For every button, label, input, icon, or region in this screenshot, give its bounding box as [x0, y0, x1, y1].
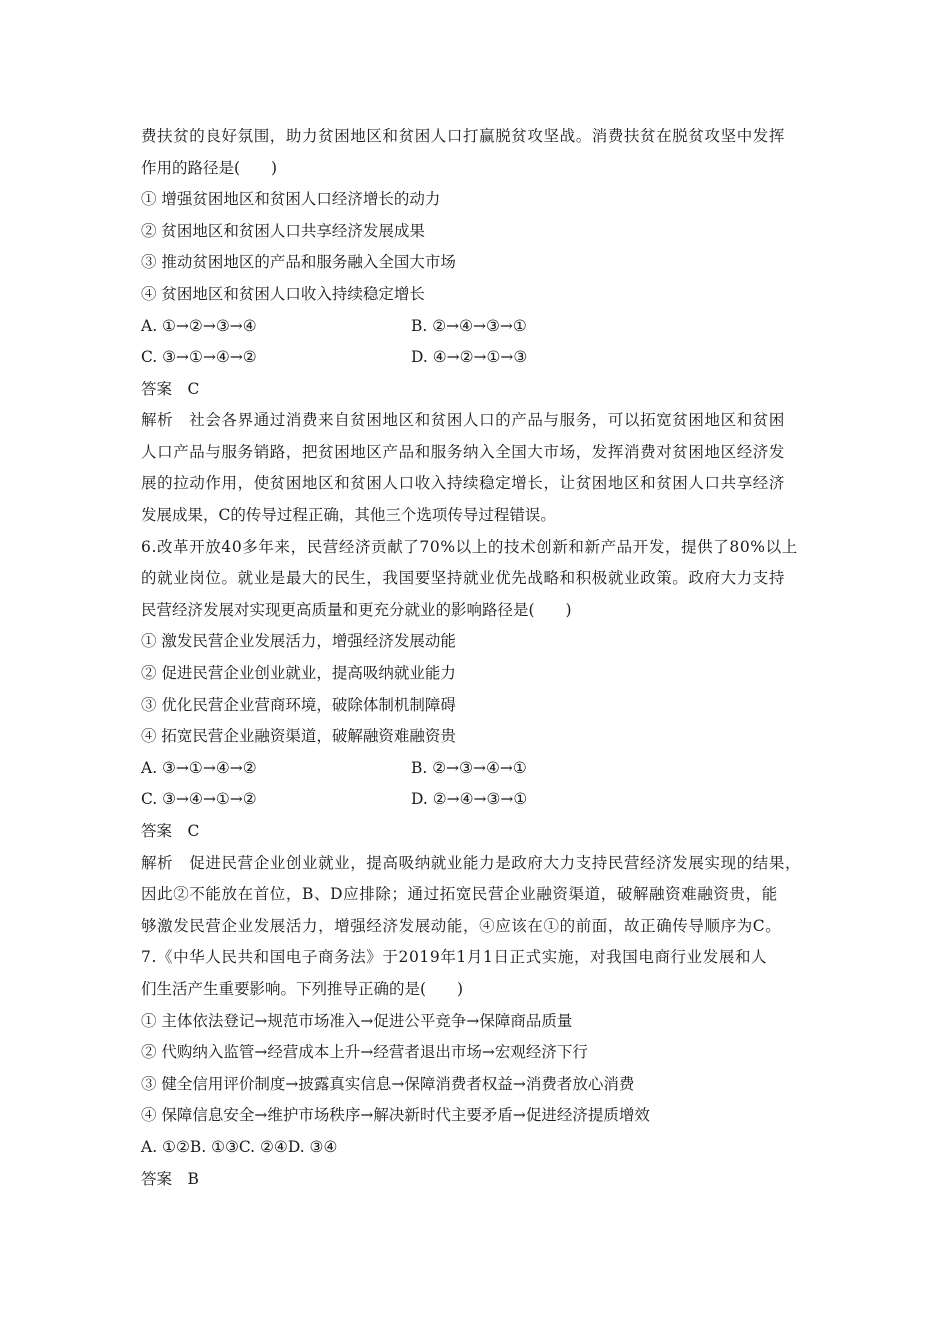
- q6-item-2: ② 促进民营企业创业就业，提高吸纳就业能力: [141, 664, 456, 682]
- q6-options-row-2: [141, 786, 821, 812]
- q5-option-a: A. ①→②→③→④: [141, 317, 257, 335]
- q5-item-1: ① 增强贫困地区和贫困人口经济增长的动力: [141, 190, 441, 208]
- q5-analysis-line-1: 解析 社会各界通过消费来自贫困地区和贫困人口的产品与服务，可以拓宽贫困地区和贫困: [141, 411, 786, 429]
- q5-analysis-line-3: 展的拉动作用，使贫困地区和贫困人口收入持续稳定增长，让贫困地区和贫困人口共享经济: [141, 474, 786, 492]
- q5-options-row-1: [141, 313, 821, 339]
- q7-answer: 答案 B: [141, 1170, 199, 1188]
- q6-options-row-1: [141, 755, 821, 781]
- q5-item-2: ② 贫困地区和贫困人口共享经济发展成果: [141, 222, 425, 240]
- q6-stem-line-3: 民营经济发展对实现更高质量和更充分就业的影响路径是( ): [141, 601, 572, 619]
- q5-options-row-2: [141, 344, 821, 370]
- q6-item-1: ① 激发民营企业发展活力，增强经济发展动能: [141, 632, 456, 650]
- q6-analysis-line-3: 够激发民营企业发展活力，增强经济发展动能，④应该在①的前面，故正确传导顺序为C。: [141, 917, 782, 935]
- q7-item-1: ① 主体依法登记→规范市场准入→促进公平竞争→保障商品质量: [141, 1012, 573, 1030]
- q5-item-4: ④ 贫困地区和贫困人口收入持续稳定增长: [141, 285, 425, 303]
- q7-item-2: ② 代购纳入监管→经营成本上升→经营者退出市场→宏观经济下行: [141, 1043, 588, 1061]
- q6-analysis-line-1: 解析 促进民营企业创业就业，提高吸纳就业能力是政府大力支持民营经济发展实现的结果，: [141, 854, 802, 872]
- q6-item-4: ④ 拓宽民营企业融资渠道，破解融资难融资贵: [141, 727, 456, 745]
- q5-stem-line-1: 费扶贫的良好氛围，助力贫困地区和贫困人口打赢脱贫攻坚战。消费扶贫在脱贫攻坚中发挥: [141, 127, 786, 145]
- q5-option-c: C. ③→①→④→②: [141, 348, 257, 366]
- q5-answer: 答案 C: [141, 380, 200, 398]
- q6-stem-line-2: 的就业岗位。就业是最大的民生，我国要坚持就业优先战略和积极就业政策。政府大力支持: [141, 569, 786, 587]
- q7-stem-line-1: 7.《中华人民共和国电子商务法》于2019年1月1日正式实施，对我国电商行业发展和人: [141, 948, 768, 966]
- q7-stem-line-2: 们生活产生重要影响。下列推导正确的是( ): [141, 980, 464, 998]
- q5-option-d: D. ④→②→①→③: [411, 348, 528, 366]
- q6-stem-line-1: 6.改革开放40多年来，民营经济贡献了70%以上的技术创新和新产品开发，提供了80%以上: [141, 538, 798, 556]
- q6-analysis-line-2: 因此②不能放在首位，B、D应排除；通过拓宽民营企业融资渠道，破解融资难融资贵，能: [141, 885, 778, 903]
- q7-item-4: ④ 保障信息安全→维护市场秩序→解决新时代主要矛盾→促进经济提质增效: [141, 1106, 650, 1124]
- q5-analysis-line-4: 发展成果，C的传导过程正确，其他三个选项传导过程错误。: [141, 506, 556, 524]
- q5-option-b: B. ②→④→③→①: [411, 317, 527, 335]
- q6-answer: 答案 C: [141, 822, 200, 840]
- q7-item-3: ③ 健全信用评价制度→披露真实信息→保障消费者权益→消费者放心消费: [141, 1075, 635, 1093]
- q6-option-b: B. ②→③→④→①: [411, 759, 527, 777]
- q5-analysis-line-2: 人口产品与服务销路，把贫困地区产品和服务纳入全国大市场，发挥消费对贫困地区经济发: [141, 443, 786, 461]
- q6-option-a: A. ③→①→④→②: [141, 759, 257, 777]
- q6-option-d: D. ②→④→③→①: [411, 790, 528, 808]
- q6-item-3: ③ 优化民营企业营商环境，破除体制机制障碍: [141, 696, 456, 714]
- q5-item-3: ③ 推动贫困地区的产品和服务融入全国大市场: [141, 253, 456, 271]
- q7-options: A. ①②B. ①③C. ②④D. ③④: [141, 1138, 338, 1156]
- q5-stem-line-2: 作用的路径是( ): [141, 159, 278, 177]
- q6-option-c: C. ③→④→①→②: [141, 790, 257, 808]
